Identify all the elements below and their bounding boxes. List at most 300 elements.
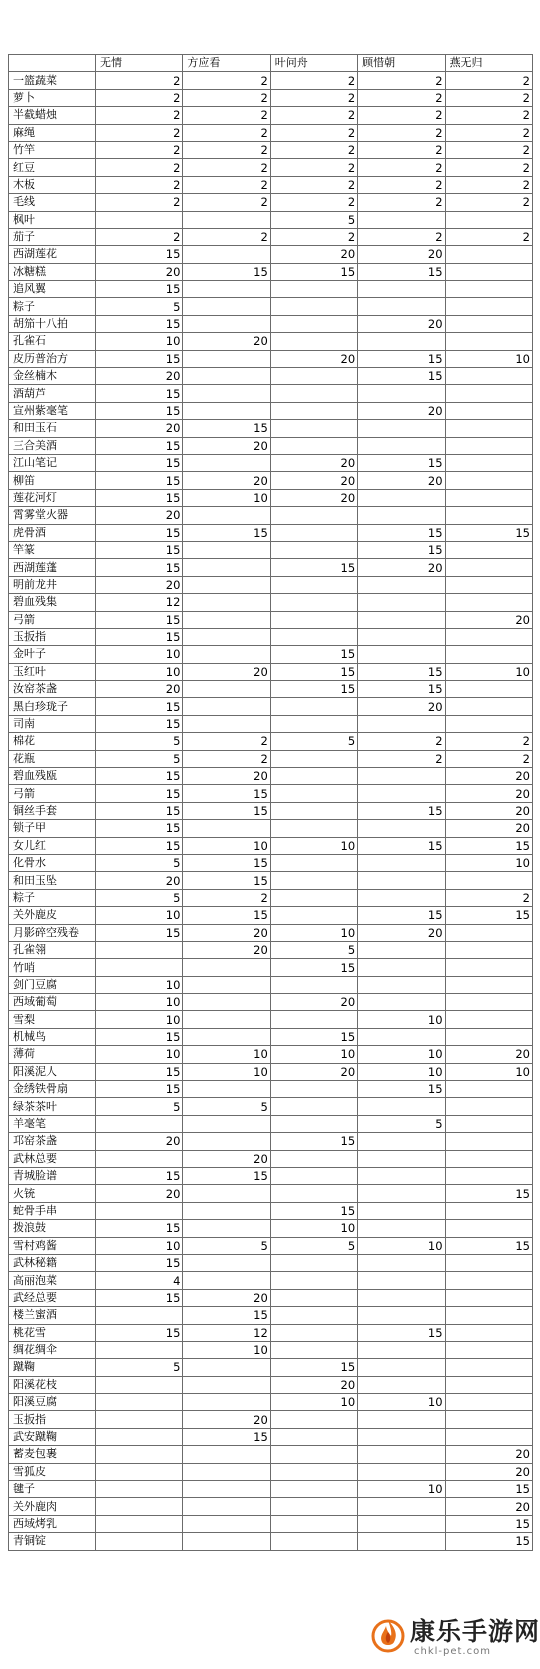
value-cell: [183, 368, 270, 385]
value-cell: 15: [358, 907, 445, 924]
value-cell: 5: [96, 750, 183, 767]
value-cell: 15: [445, 907, 532, 924]
table-row: [9, 1498, 533, 1515]
value-cell: [270, 820, 357, 837]
value-cell: 20: [270, 489, 357, 506]
value-cell: [96, 1498, 183, 1515]
value-cell: [270, 1150, 357, 1167]
value-cell: [358, 507, 445, 524]
value-cell: 10: [96, 1046, 183, 1063]
item-name-cell: 三合美酒: [9, 437, 96, 454]
value-cell: 10: [358, 1063, 445, 1080]
table-row: [9, 681, 533, 698]
value-cell: [270, 524, 357, 541]
value-cell: 5: [96, 733, 183, 750]
value-cell: 10: [183, 1063, 270, 1080]
value-cell: [358, 1411, 445, 1428]
value-cell: [445, 315, 532, 332]
table-row: [9, 941, 533, 958]
item-name-cell: 冰糖糕: [9, 263, 96, 280]
item-name-cell: 一篮蔬菜: [9, 72, 96, 89]
value-cell: 15: [358, 454, 445, 471]
item-name-cell: 绸花绸伞: [9, 1341, 96, 1358]
value-cell: [270, 1341, 357, 1358]
value-cell: 15: [96, 385, 183, 402]
table-row: [9, 72, 533, 89]
value-cell: 20: [96, 576, 183, 593]
value-cell: [270, 976, 357, 993]
value-cell: [96, 211, 183, 228]
value-cell: 15: [96, 350, 183, 367]
value-cell: 2: [183, 124, 270, 141]
header-cell-character: 燕无归: [445, 55, 532, 72]
value-cell: 15: [270, 1359, 357, 1376]
table-row: [9, 159, 533, 176]
value-cell: [358, 1254, 445, 1271]
value-cell: [183, 559, 270, 576]
item-name-cell: 机械鸟: [9, 1028, 96, 1045]
value-cell: 10: [445, 350, 532, 367]
value-cell: 2: [358, 107, 445, 124]
value-cell: [183, 646, 270, 663]
value-cell: 15: [183, 1428, 270, 1445]
value-cell: 2: [358, 733, 445, 750]
value-cell: 15: [96, 472, 183, 489]
value-cell: [445, 924, 532, 941]
value-cell: 20: [445, 1046, 532, 1063]
value-cell: [270, 802, 357, 819]
value-cell: 2: [96, 228, 183, 245]
value-cell: [358, 715, 445, 732]
value-cell: 15: [96, 489, 183, 506]
value-cell: [358, 994, 445, 1011]
value-cell: 20: [358, 402, 445, 419]
table-row: [9, 541, 533, 558]
item-name-cell: 武安蹴鞠: [9, 1428, 96, 1445]
value-cell: [358, 298, 445, 315]
value-cell: [358, 959, 445, 976]
value-cell: 15: [96, 437, 183, 454]
value-cell: 2: [445, 228, 532, 245]
item-name-cell: 玉扳指: [9, 1411, 96, 1428]
item-name-cell: 薄荷: [9, 1046, 96, 1063]
value-cell: [183, 611, 270, 628]
value-cell: 2: [96, 72, 183, 89]
value-cell: 15: [358, 837, 445, 854]
value-cell: [358, 1185, 445, 1202]
value-cell: [270, 611, 357, 628]
value-cell: 5: [183, 1098, 270, 1115]
value-cell: [183, 820, 270, 837]
value-cell: [270, 402, 357, 419]
value-cell: 15: [445, 1481, 532, 1498]
value-cell: [358, 1376, 445, 1393]
value-cell: [183, 1498, 270, 1515]
value-cell: [358, 1202, 445, 1219]
value-cell: [96, 1115, 183, 1132]
value-cell: 2: [183, 159, 270, 176]
value-cell: [183, 1028, 270, 1045]
value-cell: 2: [183, 141, 270, 158]
site-watermark: [368, 1608, 538, 1664]
table-row: [9, 1011, 533, 1028]
table-row: [9, 1028, 533, 1045]
table-row: [9, 663, 533, 680]
table-row: [9, 1272, 533, 1289]
value-cell: [358, 1446, 445, 1463]
value-cell: [445, 454, 532, 471]
table-row: [9, 889, 533, 906]
value-cell: [270, 576, 357, 593]
value-cell: 10: [445, 1063, 532, 1080]
item-name-cell: 竹哨: [9, 959, 96, 976]
value-cell: [358, 1220, 445, 1237]
value-cell: 10: [445, 663, 532, 680]
table-row: [9, 820, 533, 837]
value-cell: [445, 646, 532, 663]
value-cell: [270, 1533, 357, 1550]
value-cell: 15: [270, 959, 357, 976]
item-name-cell: 茄子: [9, 228, 96, 245]
table-row: [9, 594, 533, 611]
value-cell: 10: [96, 663, 183, 680]
item-name-cell: 碧血残集: [9, 594, 96, 611]
value-cell: [270, 1446, 357, 1463]
value-cell: 5: [96, 854, 183, 871]
value-cell: 15: [96, 611, 183, 628]
value-cell: 2: [270, 159, 357, 176]
value-cell: [96, 959, 183, 976]
value-cell: [270, 1272, 357, 1289]
value-cell: 10: [96, 994, 183, 1011]
value-cell: [445, 1028, 532, 1045]
value-cell: [270, 437, 357, 454]
value-cell: 15: [96, 281, 183, 298]
value-cell: [445, 1115, 532, 1132]
item-name-cell: 邛窑茶盏: [9, 1133, 96, 1150]
item-name-cell: 皮历普治方: [9, 350, 96, 367]
value-cell: 20: [183, 1411, 270, 1428]
value-cell: 20: [183, 1150, 270, 1167]
value-cell: 2: [183, 89, 270, 106]
value-cell: 2: [358, 176, 445, 193]
item-name-cell: 高丽泡菜: [9, 1272, 96, 1289]
table-row: [9, 1115, 533, 1132]
value-cell: [183, 715, 270, 732]
value-cell: [445, 941, 532, 958]
value-cell: 5: [96, 1359, 183, 1376]
value-cell: [358, 1498, 445, 1515]
value-cell: 20: [183, 924, 270, 941]
value-cell: 2: [270, 194, 357, 211]
value-cell: 2: [96, 194, 183, 211]
table-row: [9, 733, 533, 750]
table-row: [9, 315, 533, 332]
value-cell: [358, 1533, 445, 1550]
value-cell: [270, 698, 357, 715]
value-cell: 2: [445, 733, 532, 750]
value-cell: 10: [96, 1237, 183, 1254]
item-name-cell: 阳溪泥人: [9, 1063, 96, 1080]
value-cell: 2: [96, 159, 183, 176]
value-cell: 15: [96, 1324, 183, 1341]
table-row: [9, 1481, 533, 1498]
table-row: [9, 1394, 533, 1411]
value-cell: 20: [183, 663, 270, 680]
value-cell: [358, 594, 445, 611]
table-row: [9, 211, 533, 228]
value-cell: 5: [96, 298, 183, 315]
value-cell: 2: [445, 176, 532, 193]
value-cell: [445, 628, 532, 645]
value-cell: 20: [270, 472, 357, 489]
item-name-cell: 西湖莲花: [9, 246, 96, 263]
value-cell: 10: [358, 1011, 445, 1028]
value-cell: [183, 246, 270, 263]
table-row: [9, 994, 533, 1011]
value-cell: [270, 1011, 357, 1028]
value-cell: 2: [445, 889, 532, 906]
value-cell: [183, 1220, 270, 1237]
item-name-cell: 棉花: [9, 733, 96, 750]
value-cell: 15: [270, 1202, 357, 1219]
value-cell: 2: [445, 159, 532, 176]
value-cell: 15: [183, 524, 270, 541]
value-cell: [445, 263, 532, 280]
value-cell: [96, 1376, 183, 1393]
value-cell: [358, 768, 445, 785]
value-cell: [358, 611, 445, 628]
table-row: [9, 837, 533, 854]
header-cell-character: 叶问舟: [270, 55, 357, 72]
table-row: [9, 698, 533, 715]
table-row: [9, 1515, 533, 1532]
value-cell: [183, 1115, 270, 1132]
value-cell: 2: [183, 176, 270, 193]
item-name-cell: 玉扳指: [9, 628, 96, 645]
item-name-cell: 关外鹿肉: [9, 1498, 96, 1515]
value-cell: [270, 1289, 357, 1306]
value-cell: [183, 541, 270, 558]
value-cell: [96, 1428, 183, 1445]
item-name-cell: 化骨水: [9, 854, 96, 871]
value-cell: [358, 1307, 445, 1324]
value-cell: 2: [270, 141, 357, 158]
value-cell: [183, 1133, 270, 1150]
value-cell: [270, 750, 357, 767]
value-cell: [358, 281, 445, 298]
value-cell: [358, 976, 445, 993]
value-cell: 15: [358, 802, 445, 819]
value-cell: 15: [358, 350, 445, 367]
value-cell: [358, 889, 445, 906]
value-cell: 15: [445, 1515, 532, 1532]
value-cell: [358, 1150, 445, 1167]
value-cell: 10: [183, 489, 270, 506]
value-cell: 20: [445, 1498, 532, 1515]
item-name-cell: 司南: [9, 715, 96, 732]
value-cell: [183, 1463, 270, 1480]
value-cell: 20: [96, 1185, 183, 1202]
item-name-cell: 火铳: [9, 1185, 96, 1202]
value-cell: [183, 454, 270, 471]
value-cell: 2: [358, 124, 445, 141]
value-cell: [270, 1115, 357, 1132]
table-row: [9, 1446, 533, 1463]
table-row: [9, 1533, 533, 1550]
item-name-cell: 花瓶: [9, 750, 96, 767]
value-cell: 20: [96, 368, 183, 385]
item-name-cell: 青城脸谱: [9, 1168, 96, 1185]
item-name-cell: 铜丝手套: [9, 802, 96, 819]
table-row: [9, 1098, 533, 1115]
header-cell-character: 顾惜朝: [358, 55, 445, 72]
table-row: [9, 1168, 533, 1185]
table-row: [9, 628, 533, 645]
table-row: [9, 524, 533, 541]
value-cell: [445, 1098, 532, 1115]
value-cell: 15: [183, 802, 270, 819]
value-cell: 2: [358, 750, 445, 767]
table-row: [9, 489, 533, 506]
value-cell: 15: [96, 454, 183, 471]
table-row: [9, 263, 533, 280]
value-cell: [358, 576, 445, 593]
value-cell: 5: [96, 1098, 183, 1115]
value-cell: [445, 1359, 532, 1376]
item-name-cell: 毛线: [9, 194, 96, 211]
value-cell: 10: [96, 907, 183, 924]
value-cell: 20: [183, 941, 270, 958]
table-row: [9, 1289, 533, 1306]
value-cell: [445, 681, 532, 698]
item-name-cell: 萝卜: [9, 89, 96, 106]
item-name-cell: 麻绳: [9, 124, 96, 141]
value-cell: 15: [96, 1168, 183, 1185]
value-cell: [270, 854, 357, 871]
value-cell: 12: [183, 1324, 270, 1341]
item-name-cell: 枫叶: [9, 211, 96, 228]
value-cell: 15: [96, 802, 183, 819]
item-name-cell: 楼兰蜜酒: [9, 1307, 96, 1324]
value-cell: [445, 594, 532, 611]
table-row: [9, 246, 533, 263]
value-cell: 10: [183, 837, 270, 854]
value-cell: [270, 872, 357, 889]
item-name-cell: 雪村鸡酱: [9, 1237, 96, 1254]
table-row: [9, 907, 533, 924]
table-row: [9, 437, 533, 454]
value-cell: [445, 1150, 532, 1167]
value-cell: [358, 872, 445, 889]
value-cell: 10: [183, 1341, 270, 1358]
value-cell: [183, 681, 270, 698]
value-cell: [445, 1428, 532, 1445]
value-cell: 15: [183, 785, 270, 802]
table-row: [9, 507, 533, 524]
value-cell: 15: [358, 368, 445, 385]
item-name-cell: 桃花雪: [9, 1324, 96, 1341]
table-row: [9, 1411, 533, 1428]
value-cell: [445, 507, 532, 524]
value-cell: 15: [96, 628, 183, 645]
value-cell: [445, 872, 532, 889]
value-cell: [270, 1411, 357, 1428]
item-name-cell: 金绣铁骨扇: [9, 1081, 96, 1098]
item-name-cell: 汝窑茶盏: [9, 681, 96, 698]
value-cell: 10: [183, 1046, 270, 1063]
value-cell: [270, 785, 357, 802]
value-cell: 15: [183, 872, 270, 889]
table-row: [9, 1341, 533, 1358]
value-cell: 20: [445, 611, 532, 628]
value-cell: 15: [270, 263, 357, 280]
value-cell: [270, 1081, 357, 1098]
value-cell: [358, 1359, 445, 1376]
value-cell: [270, 594, 357, 611]
value-cell: 15: [183, 1307, 270, 1324]
value-cell: [96, 1307, 183, 1324]
value-cell: 10: [445, 854, 532, 871]
value-cell: [183, 281, 270, 298]
value-cell: 15: [96, 246, 183, 263]
item-name-cell: 青铜锭: [9, 1533, 96, 1550]
value-cell: [96, 1533, 183, 1550]
value-cell: [445, 976, 532, 993]
item-name-cell: 西湖莲蓬: [9, 559, 96, 576]
value-cell: 20: [96, 420, 183, 437]
table-row: [9, 333, 533, 350]
value-cell: [270, 715, 357, 732]
value-cell: 20: [270, 1376, 357, 1393]
value-cell: [358, 437, 445, 454]
item-preference-sheet: [8, 54, 532, 1551]
table-row: [9, 854, 533, 871]
value-cell: 20: [96, 681, 183, 698]
value-cell: [270, 1168, 357, 1185]
value-cell: 15: [96, 1254, 183, 1271]
table-row: [9, 750, 533, 767]
table-row: [9, 611, 533, 628]
value-cell: 2: [358, 89, 445, 106]
value-cell: 20: [96, 872, 183, 889]
item-name-cell: 武林秘籍: [9, 1254, 96, 1271]
value-cell: [183, 1359, 270, 1376]
value-cell: 15: [358, 524, 445, 541]
value-cell: [445, 1202, 532, 1219]
value-cell: 20: [270, 350, 357, 367]
value-cell: [183, 1202, 270, 1219]
value-cell: [270, 768, 357, 785]
value-cell: [358, 489, 445, 506]
table-row: [9, 124, 533, 141]
item-name-cell: 羊毫笔: [9, 1115, 96, 1132]
item-name-cell: 蹴鞠: [9, 1359, 96, 1376]
value-cell: 2: [445, 107, 532, 124]
value-cell: [183, 594, 270, 611]
value-cell: 2: [445, 124, 532, 141]
value-cell: 15: [270, 559, 357, 576]
value-cell: 10: [358, 1394, 445, 1411]
value-cell: [183, 298, 270, 315]
value-cell: 2: [445, 141, 532, 158]
table-row: [9, 768, 533, 785]
value-cell: [445, 1133, 532, 1150]
value-cell: 15: [358, 541, 445, 558]
item-name-cell: 莲花河灯: [9, 489, 96, 506]
value-cell: [358, 1341, 445, 1358]
item-name-cell: 红豆: [9, 159, 96, 176]
